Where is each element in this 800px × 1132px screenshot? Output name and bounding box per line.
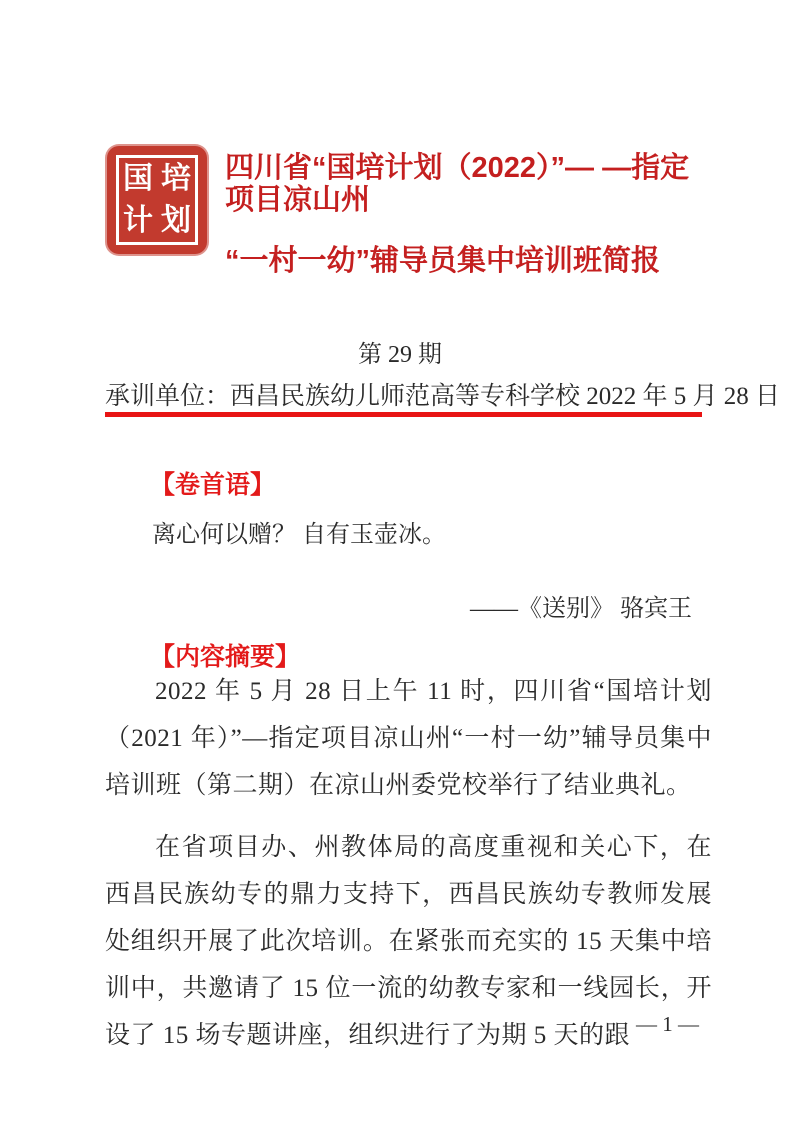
masthead-rule [105,412,702,417]
bulletin-title-line2: “一村一幼”辅导员集中培训班简报 [225,245,661,277]
foreword-quote: 离心何以赠？ 自有玉壶冰。 [152,522,446,548]
abstract-paragraph-1: 2022 年 5 月 28 日上午 11 时，四川省“国培计划（2021 年）”—指定项目凉山州“一村一幼”辅导员集中培训班（第二期）在凉山州委党校举行了结业典礼。 [105,678,712,799]
seal-char: 培 [161,162,191,195]
issue-number: 第 29 期 [358,342,442,368]
seal-char: 计 [123,204,153,237]
publisher-date-line: 承训单位：西昌民族幼儿师范高等专科学校 2022 年 5 月 28 日 [105,383,781,410]
guopei-jihua-seal [107,146,207,254]
bulletin-title-line1: 四川省“国培计划（2022）”— —指定项目凉山州 [225,152,690,216]
seal-char: 划 [161,204,191,237]
abstract-heading: 【内容摘要】 [150,642,301,671]
foreword-heading: 【卷首语】 [150,470,276,499]
seal-char: 国 [123,162,153,195]
bulletin-title [225,152,715,277]
abstract-paragraph-2: 在省项目办、州教体局的高度重视和关心下，在西昌民族幼专的鼎力支持下，西昌民族幼专教师发展处组织开展了此次培训。在紧张而充实的 15 天集中培训中，共邀请了 15 位一流的幼教专家和一线园长，开设了 15 场专题讲座，组织进行了为期 5 天的跟 [105,834,712,1049]
foreword-attribution: ——《送别》 骆宾王 [470,596,692,622]
seal-inner-frame [116,155,198,245]
page-number: — 1 — [636,1012,699,1036]
